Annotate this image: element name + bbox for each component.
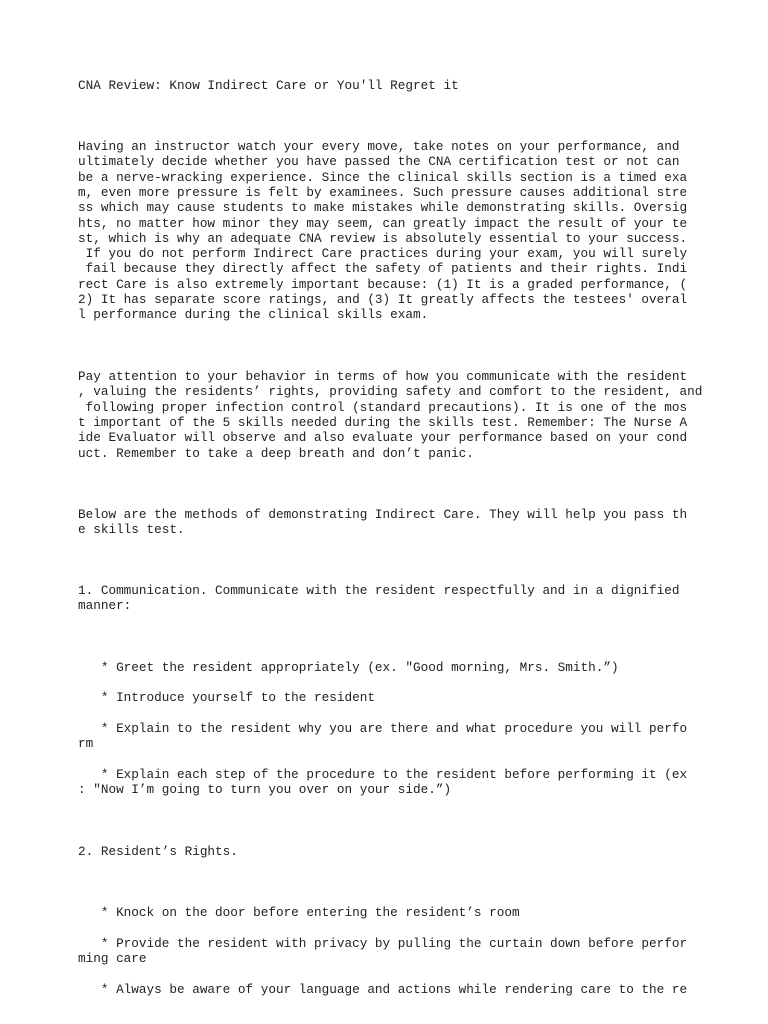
paragraph-1-line: fail because they directly affect the safety of patients and their rights. Indi [78, 261, 688, 277]
paragraph-1-line: ss which may cause students to make mistakes while demonstrating skills. Oversig [78, 200, 688, 216]
list-item: * Greet the resident appropriately (ex. "Good morning, Mrs. Smith.”) [78, 660, 619, 675]
list-item-continuation: rm [78, 736, 94, 752]
paragraph-1-line: rect Care is also extremely important because: (1) It is a graded performance, ( [78, 276, 688, 292]
paragraph-2-line: following proper infection control (standard precautions). It is one of the mos [78, 399, 688, 415]
list-item: * Provide the resident with privacy by pulling the curtain down before perfor [78, 936, 688, 951]
paragraph-1-line: 2) It has separate score ratings, and (3) It greatly affects the testees' overal [78, 292, 688, 307]
list-item: * Knock on the door before entering the resident’s room [78, 905, 520, 920]
list-item-continuation: : "Now I’m going to turn you over on your side.”) [78, 782, 452, 798]
paragraph-1-line: l performance during the clinical skills exam. [78, 307, 429, 323]
paragraph-1-line: be a nerve-wracking experience. Since the clinical skills section is a timed exa [78, 169, 688, 185]
list-item: * Explain each step of the procedure to the resident before performing it (ex [78, 767, 688, 782]
section-2-heading: 2. Resident’s Rights. [78, 844, 238, 859]
paragraph-1-line: st, which is why an adequate CNA review is absolutely essential to your success. [78, 230, 688, 246]
section-1-heading: 1. Communication. Communicate with the resident respectfully and in a dignified [78, 583, 680, 598]
paragraph-2-line: ide Evaluator will observe and also evaluate your performance based on your cond [78, 430, 688, 446]
list-item: * Explain to the resident why you are there and what procedure you will perfo [78, 721, 688, 736]
paragraph-1-line: hts, no matter how minor they may seem, can greatly impact the result of your te [78, 215, 688, 231]
paragraph-3-line: Below are the methods of demonstrating Indirect Care. They will help you pass th [78, 507, 688, 522]
section-1-heading: manner: [78, 598, 132, 614]
paragraph-2-line: t important of the 5 skills needed during the skills test. Remember: The Nurse A [78, 414, 688, 430]
paragraph-2-line: uct. Remember to take a deep breath and don’t panic. [78, 445, 474, 461]
list-item: * Introduce yourself to the resident [78, 690, 375, 705]
paragraph-1-line: Having an instructor watch your every move, take notes on your performance, and [78, 139, 680, 154]
list-item: * Always be aware of your language and actions while rendering care to the re [78, 982, 688, 997]
document-title: CNA Review: Know Indirect Care or You'll Regret it [78, 78, 459, 93]
paragraph-1-line: m, even more pressure is felt by examinees. Such pressure causes additional stre [78, 184, 688, 200]
paragraph-2-line: , valuing the residents’ rights, providing safety and comfort to the resident, and [78, 384, 703, 400]
paragraph-1-line: ultimately decide whether you have passed the CNA certification test or not can [78, 154, 680, 170]
list-item-continuation: ming care [78, 951, 147, 967]
paragraph-2-line: Pay attention to your behavior in terms of how you communicate with the resident [78, 369, 688, 384]
paragraph-1-line: If you do not perform Indirect Care practices during your exam, you will surely [78, 246, 688, 262]
paragraph-3-line: e skills test. [78, 522, 185, 538]
